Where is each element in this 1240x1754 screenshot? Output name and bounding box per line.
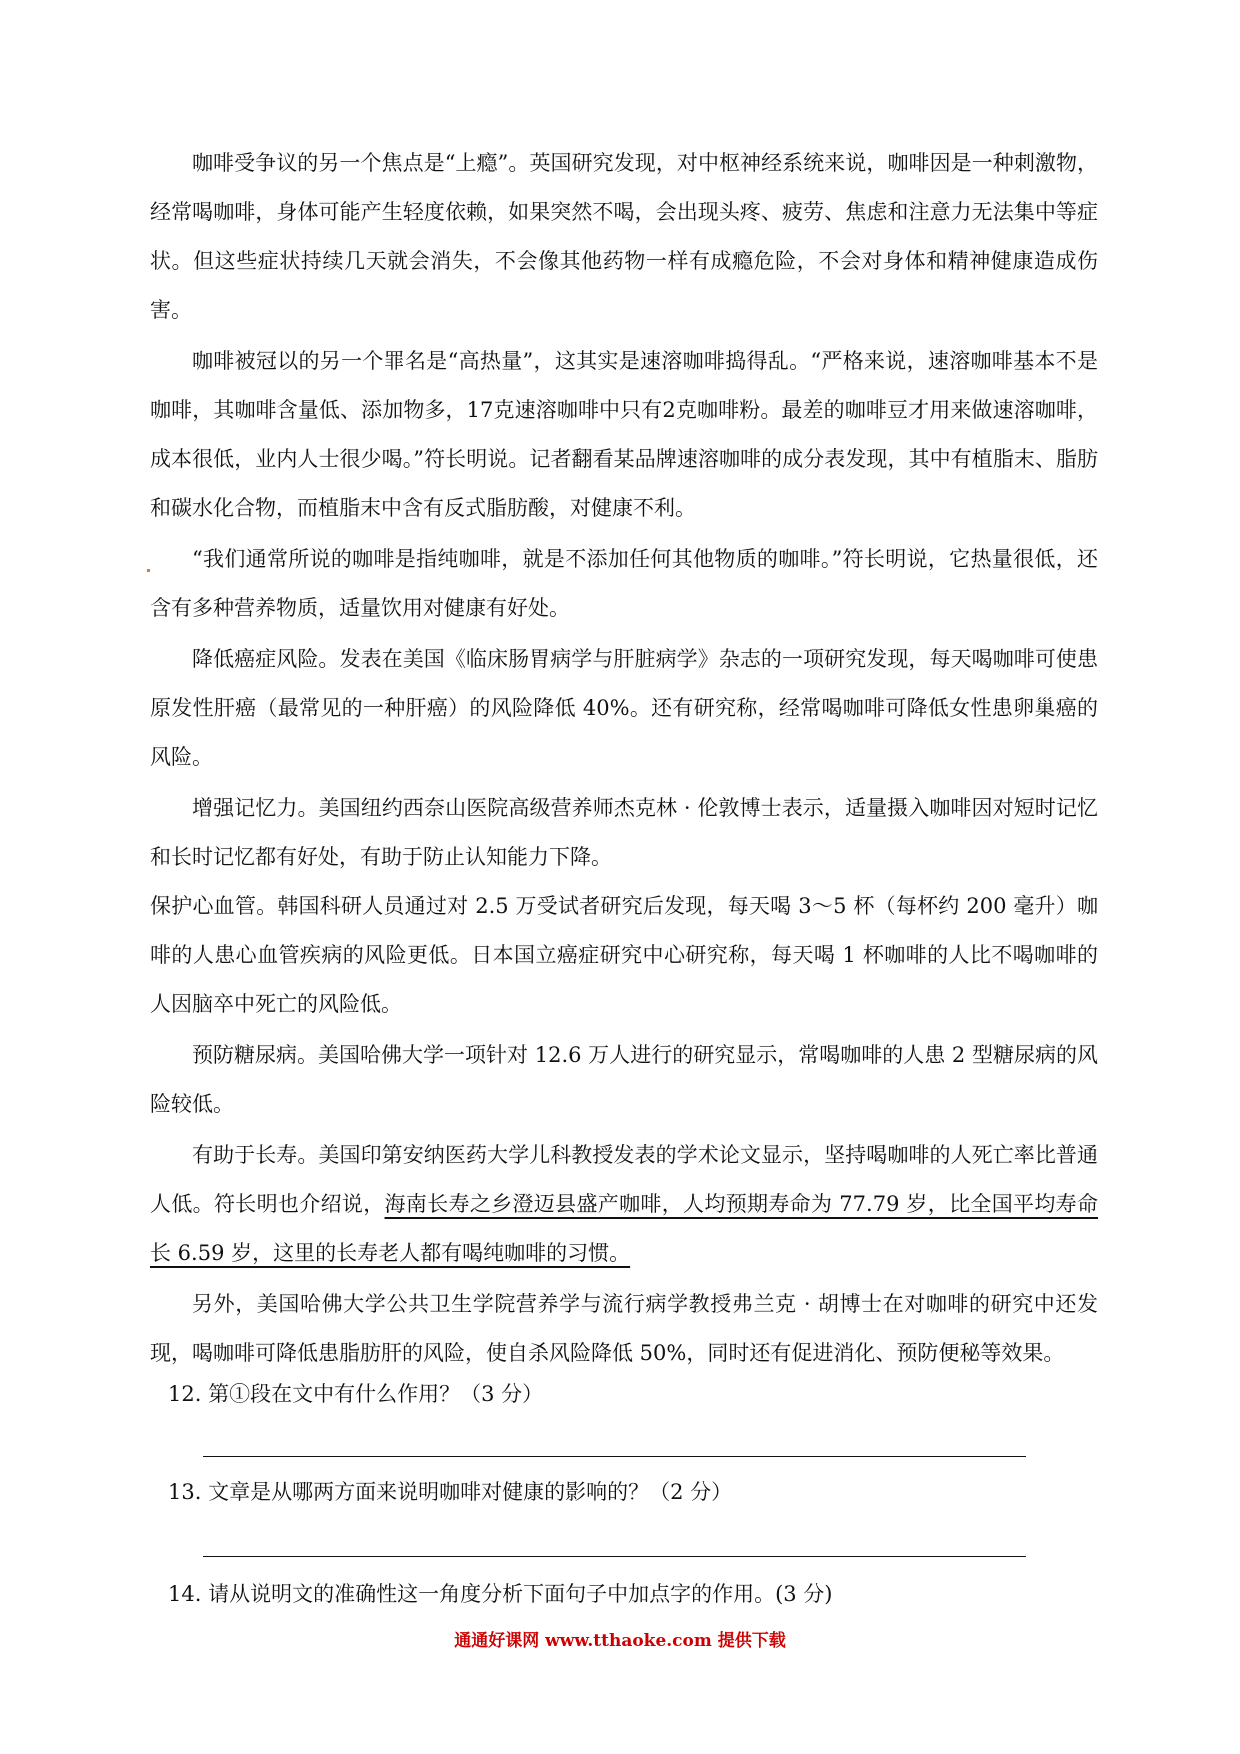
question-13: 13. 文章是从哪两方面来说明咖啡对健康的影响的？（2 分）	[168, 1480, 733, 1504]
paragraph-memory: 增强记忆力。美国纽约西奈山医院高级营养师杰克林 · 伦敦博士表示，适量摄入咖啡因对短时记忆和长时记忆都有好处，有助于防止认知能力下降。	[150, 796, 1098, 869]
paragraph-pure-coffee: “我们通常所说的咖啡是指纯咖啡，就是不添加任何其他物质的咖啡。”符长明说，它热量很低，还含有多种营养物质，适量饮用对健康有好处。	[150, 547, 1098, 620]
stray-mark	[147, 569, 150, 572]
longevity-underlined-sentence: 海南长寿之乡澄迈县盛产咖啡，人均预期寿命为 77.79 岁，比全国平均寿命长 6.59 岁，这里的长寿老人都有喝纯咖啡的习惯。	[150, 1192, 1099, 1265]
article-body	[150, 139, 1098, 1378]
paragraph-other-benefits: 另外，美国哈佛大学公共卫生学院营养学与流行病学教授弗兰克 · 胡博士在对咖啡的研究中还发现，喝咖啡可降低患脂肪肝的风险，使自杀风险降低 50%，同时还有促进消化、预防便秘等效果。	[150, 1292, 1098, 1365]
longevity-intro: 有助于长寿。美国印第安纳医药大学儿科教授发表的学术论文显示，坚持喝咖啡的人死亡率比普通人低。符长明也介绍说，	[150, 1143, 1098, 1216]
question-14: 14. 请从说明文的准确性这一角度分析下面句子中加点字的作用。(3 分)	[168, 1582, 833, 1606]
question-12: 12. 第①段在文中有什么作用？（3 分）	[168, 1382, 544, 1406]
footer-download-note: 通通好课网 www.tthaoke.com 提供下载	[454, 1631, 786, 1651]
paragraph-addiction: 咖啡受争议的另一个焦点是“上瘾”。英国研究发现，对中枢神经系统来说，咖啡因是一种刺激物，经常喝咖啡，身体可能产生轻度依赖，如果突然不喝，会出现头疼、疲劳、焦虑和注意力无法集中等症状。但这些症状持续几天就会消失，不会像其他药物一样有成瘾危险，不会对身体和精神健康造成伤害。	[150, 151, 1098, 322]
paragraph-diabetes: 预防糖尿病。美国哈佛大学一项针对 12.6 万人进行的研究显示，常喝咖啡的人患 2 型糖尿病的风险较低。	[150, 1043, 1098, 1116]
paragraph-cardiovascular: 保护心血管。韩国科研人员通过对 2.5 万受试者研究后发现，每天喝 3～5 杯（每杯约 200 毫升）咖啡的人患心血管疾病的风险更低。日本国立癌症研究中心研究称，每天喝 1 杯咖啡的人比不喝咖啡的人因脑卒中死亡的风险低。	[150, 894, 1098, 1016]
paragraph-high-calorie: 咖啡被冠以的另一个罪名是“高热量”，这其实是速溶咖啡捣得乱。“严格来说，速溶咖啡基本不是咖啡，其咖啡含量低、添加物多，17克速溶咖啡中只有2克咖啡粉。最差的咖啡豆才用来做速溶咖啡，成本很低，业内人士很少喝。”符长明说。记者翻看某品牌速溶咖啡的成分表发现，其中有植脂末、脂肪和碳水化合物，而植脂末中含有反式脂肪酸，对健康不利。	[150, 349, 1098, 520]
answer-line-12[interactable]	[203, 1456, 1026, 1457]
paragraph-longevity	[150, 1131, 1098, 1278]
answer-line-13[interactable]	[203, 1556, 1026, 1557]
paragraph-cancer-risk: 降低癌症风险。发表在美国《临床肠胃病学与肝脏病学》杂志的一项研究发现，每天喝咖啡可使患原发性肝癌（最常见的一种肝癌）的风险降低 40%。还有研究称，经常喝咖啡可降低女性患卵巢癌的风险。	[150, 647, 1098, 769]
